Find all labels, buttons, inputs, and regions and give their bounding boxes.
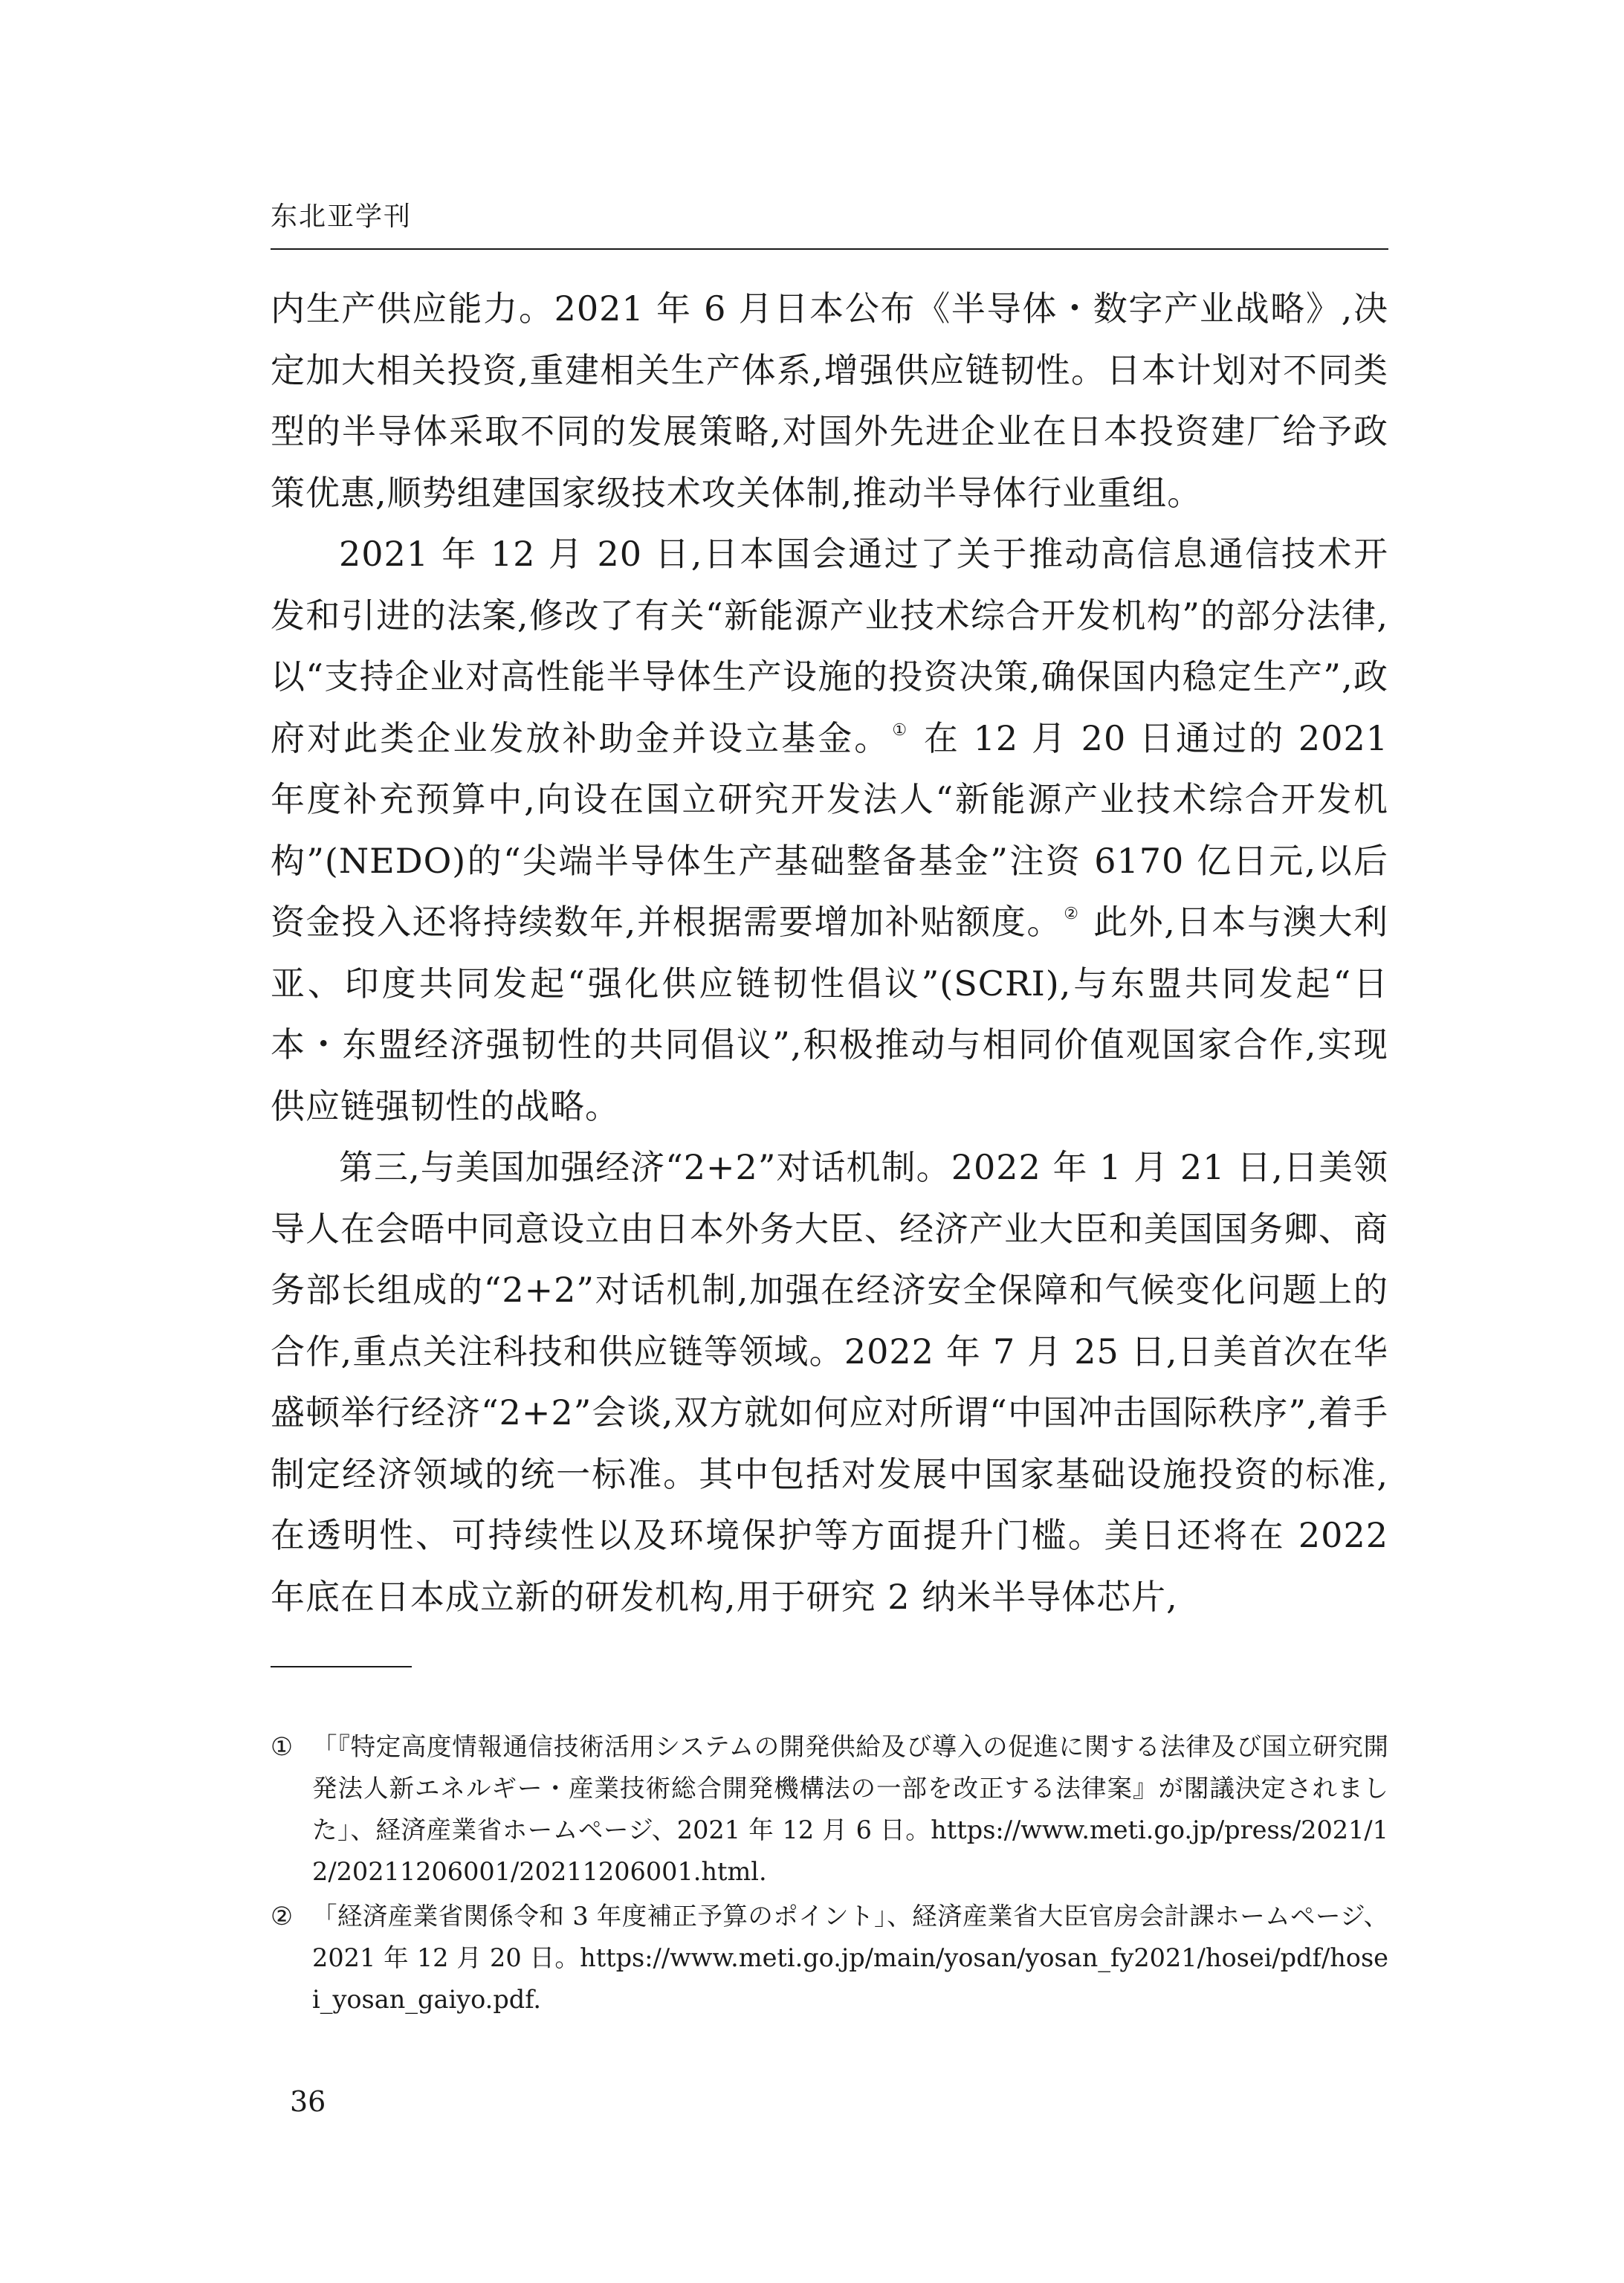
page-number: 36 [290,2085,326,2118]
footnote-mark: ① [271,1732,294,1761]
footnote-mark: ② [271,1902,294,1931]
paragraph [271,523,1388,1137]
paragraph-text: 此外,日本与澳大利亚、印度共同发起“强化供应链韧性倡议”(SCRI),与东盟共同发起“日本・东盟经济强韧性的共同倡议”,积极推动与相同价值观国家合作,实现供应链强韧性的战略。 [271,902,1388,1126]
footnotes [271,1726,1388,2024]
footnote-reference[interactable]: ② [1064,905,1080,923]
body-text [271,278,1388,1627]
running-head-journal-name: 东北亚学刊 [271,201,413,232]
footnote-text: 「『特定高度情報通信技術活用システムの開発供給及び導入の促進に関する法律及び国立研究開発法人新エネルギー・産業技術総合開発機構法の一部を改正する法律案』が閣議決定されました」、経済産業省ホームページ、2021 年 12 月 6 日。https://www.meti.go.jp/press/2021/12/20211206001/20211206001.html. [312,1732,1388,1886]
footnote [271,1896,1388,2021]
footnote-text: 「経済産業省関係令和 3 年度補正予算のポイント」、経済産業省大臣官房会計課ホームページ、2021 年 12 月 20 日。https://www.meti.go.jp/main/yosan/yosan_fy2021/hosei/pdf/hosei_yosan_gaiyo.pdf. [312,1902,1388,2014]
paragraph [271,278,1388,523]
footnote-reference[interactable]: ① [892,720,910,740]
footnote-rule [271,1666,412,1667]
paragraph-text: 第三,与美国加强经济“2+2”对话机制。2022 年 1 月 21 日,日美领导人在会晤中同意设立由日本外务大臣、经济产业大臣和美国国务卿、商务部长组成的“2+2”对话机制,加强在经济安全保障和气候变化问题上的合作,重点关注科技和供应链等领域。2022 年 7 月 25 日,日美首次在华盛顿举行经济“2+2”会谈,双方就如何应对所谓“中国冲击国际秩序”,着手制定经济领域的统一标准。其中包括对发展中国家基础设施投资的标准,在透明性、可持续性以及环境保护等方面提升门槛。美日还将在 2022 年底在日本成立新的研发机构,用于研究 2 纳米半导体芯片, [271,1147,1388,1617]
paragraph [271,1137,1388,1627]
paragraph-text: 内生产供应能力。2021 年 6 月日本公布《半导体・数字产业战略》,决定加大相关投资,重建相关生产体系,增强供应链韧性。日本计划对不同类型的半导体采取不同的发展策略,对国外先进企业在日本投资建厂给予政策优惠,顺势组建国家级技术攻关体制,推动半导体行业重组。 [271,288,1388,513]
paragraph-text: 在 12 月 20 日通过的 2021 年度补充预算中,向设在国立研究开发法人“新能源产业技术综合开发机构”(NEDO)的“尖端半导体生产基础整备基金”注资 6170 亿日元,以后资金投入还将持续数年,并根据需要增加补贴额度。 [271,717,1388,942]
paragraph-text: 2021 年 12 月 20 日,日本国会通过了关于推动高信息通信技术开发和引进的法案,修改了有关“新能源产业技术综合开发机构”的部分法律,以“支持企业对高性能半导体生产设施的投资决策,确保国内稳定生产”,政府对此类企业发放补助金并设立基金。 [271,534,1388,758]
header-rule [271,248,1388,250]
footnote [271,1726,1388,1893]
